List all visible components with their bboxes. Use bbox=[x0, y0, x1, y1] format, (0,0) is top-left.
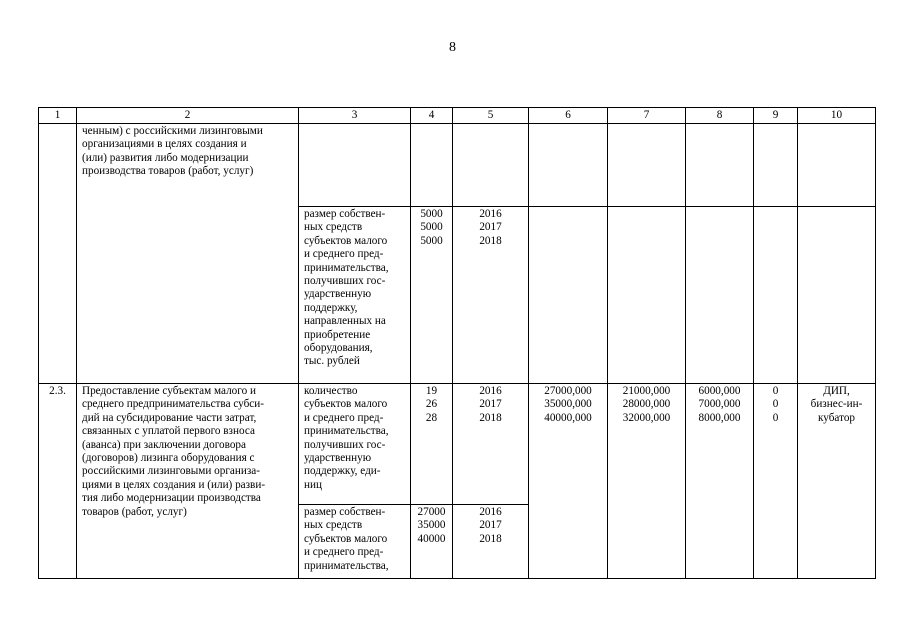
values-cell bbox=[411, 124, 453, 207]
years-cell bbox=[453, 124, 529, 207]
header-cell: 7 bbox=[608, 108, 686, 124]
indicator-cell: количество субъектов малого и среднего пред- принимательства, получивших гос- ударственную поддержку, еди- ниц bbox=[299, 384, 411, 505]
col10-cell bbox=[798, 207, 876, 384]
values-cell: 5000 5000 5000 bbox=[411, 207, 453, 384]
row-number-cell bbox=[39, 124, 77, 384]
col6-cell: 27000,000 35000,000 40000,000 bbox=[529, 384, 608, 579]
col8-cell bbox=[686, 207, 754, 384]
header-cell: 6 bbox=[529, 108, 608, 124]
header-cell: 4 bbox=[411, 108, 453, 124]
years-cell: 2016 2017 2018 bbox=[453, 505, 529, 579]
col9-cell bbox=[754, 207, 798, 384]
col10-cell: ДИП, бизнес-ин- кубатор bbox=[798, 384, 876, 579]
header-cell: 5 bbox=[453, 108, 529, 124]
col10-cell bbox=[798, 124, 876, 207]
header-cell: 8 bbox=[686, 108, 754, 124]
col9-cell: 0 0 0 bbox=[754, 384, 798, 579]
header-cell: 2 bbox=[77, 108, 299, 124]
values-cell: 27000 35000 40000 bbox=[411, 505, 453, 579]
col7-cell bbox=[608, 124, 686, 207]
page-number: 8 bbox=[449, 40, 456, 55]
col9-cell bbox=[754, 124, 798, 207]
indicator-cell bbox=[299, 124, 411, 207]
header-cell: 10 bbox=[798, 108, 876, 124]
col6-cell bbox=[529, 124, 608, 207]
indicator-cell: размер собствен- ных средств субъектов малого и среднего пред- принимательства, bbox=[299, 505, 411, 579]
years-cell: 2016 2017 2018 bbox=[453, 384, 529, 505]
row-number-cell: 2.3. bbox=[39, 384, 77, 579]
header-cell: 3 bbox=[299, 108, 411, 124]
header-cell: 9 bbox=[754, 108, 798, 124]
table-row bbox=[39, 124, 876, 207]
measure-description: Предоставление субъектам малого и среднего предпринимательства субси- дий на субсидирование части затрат, связанных с уплатой первого взноса (аванса) при заключении договора (договоров) лизинга оборудования с российскими лизинговыми организа- циями в целях создания и (или) разви- тия либо модернизации производства товаров (работ, услуг) bbox=[77, 384, 299, 579]
col8-cell: 6000,000 7000,000 8000,000 bbox=[686, 384, 754, 579]
program-table bbox=[38, 107, 876, 579]
col6-cell bbox=[529, 207, 608, 384]
col7-cell: 21000,000 28000,000 32000,000 bbox=[608, 384, 686, 579]
years-cell: 2016 2017 2018 bbox=[453, 207, 529, 384]
indicator-cell: размер собствен- ных средств субъектов малого и среднего пред- принимательства, получивших гос- ударственную поддержку, направленных на приобретение оборудования, тыс. рублей bbox=[299, 207, 411, 384]
col8-cell bbox=[686, 124, 754, 207]
header-row bbox=[39, 108, 876, 124]
measure-description: ченным) с российскими лизинговыми организациями в целях создания и (или) развития либо модернизации производства товаров (работ, услуг) bbox=[77, 124, 299, 384]
values-cell: 19 26 28 bbox=[411, 384, 453, 505]
col7-cell bbox=[608, 207, 686, 384]
header-cell: 1 bbox=[39, 108, 77, 124]
table-row bbox=[39, 384, 876, 505]
